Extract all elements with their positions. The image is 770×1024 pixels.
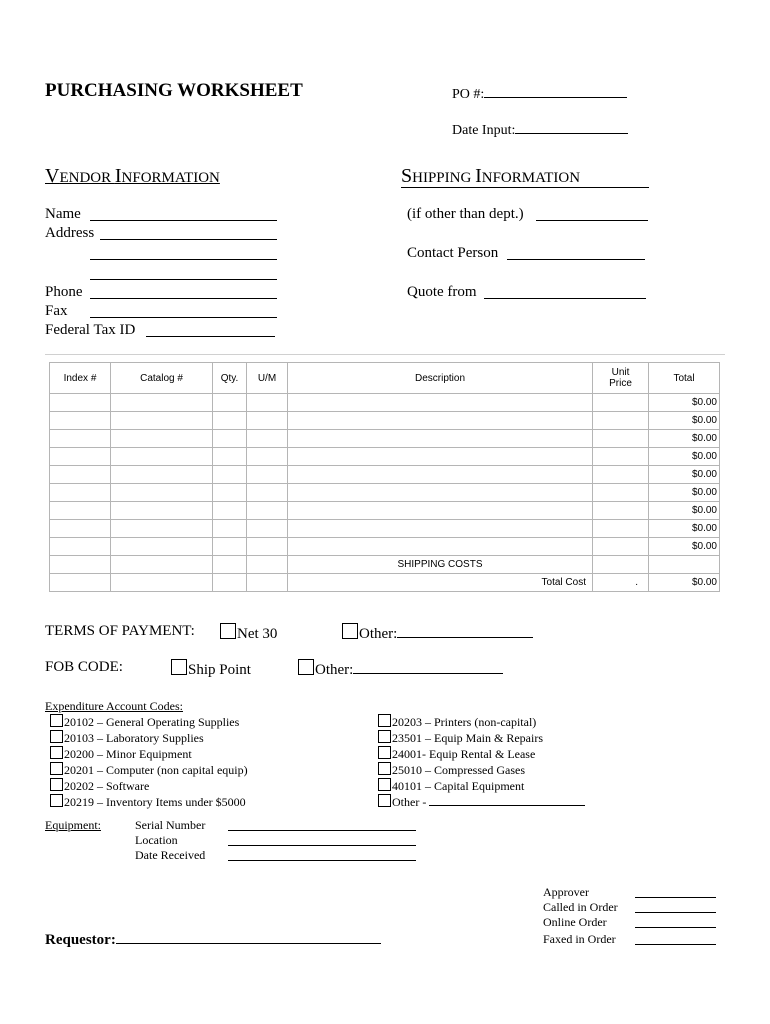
fob-code-label: FOB CODE:: [45, 659, 123, 675]
contact-person-line[interactable]: [507, 245, 645, 260]
shipping-costs-label: SHIPPING COSTS: [288, 556, 593, 574]
total-cost-label: Total Cost: [288, 574, 593, 592]
checkbox-icon: [378, 778, 391, 791]
serial-number-label: Serial Number: [135, 818, 206, 832]
page-title: PURCHASING WORKSHEET: [45, 80, 303, 101]
vendor-fax-line[interactable]: [90, 303, 277, 318]
row-total: $0.00: [649, 484, 720, 502]
location-label: Location: [135, 833, 178, 847]
row-total: $0.00: [649, 448, 720, 466]
table-row: [50, 394, 720, 412]
table-row: [50, 466, 720, 484]
quote-from-label: Quote from: [407, 284, 477, 300]
total-cost-value: $0.00: [649, 574, 720, 592]
other-dept-field[interactable]: [407, 206, 524, 223]
row-total: $0.00: [649, 430, 720, 448]
expenditure-right-list: [378, 714, 585, 810]
checkbox-icon: [298, 659, 314, 675]
checkbox-icon: [50, 762, 63, 775]
expenditure-option[interactable]: 20203 – Printers (non-capital): [378, 714, 585, 730]
online-order-line[interactable]: [635, 927, 716, 928]
vendor-address-line-3[interactable]: [90, 265, 277, 280]
shipping-heading: SHIPPING INFORMATION: [401, 165, 649, 188]
serial-number-line[interactable]: [228, 830, 416, 831]
expenditure-option[interactable]: 20201 – Computer (non capital equip): [50, 762, 248, 778]
items-table: [49, 362, 720, 592]
total-cost-row: [50, 574, 720, 592]
expenditure-option[interactable]: 20103 – Laboratory Supplies: [50, 730, 248, 746]
row-total: $0.00: [649, 538, 720, 556]
expenditure-option[interactable]: 24001- Equip Rental & Lease: [378, 746, 585, 762]
fob-other-checkbox[interactable]: Other:: [298, 659, 503, 679]
header-description: Description: [288, 363, 593, 394]
po-label: PO #:: [452, 87, 485, 102]
header-um: U/M: [247, 363, 288, 394]
header-qty: Qty.: [213, 363, 247, 394]
table-row: [50, 448, 720, 466]
table-row: [50, 538, 720, 556]
expenditure-option[interactable]: 23501 – Equip Main & Repairs: [378, 730, 585, 746]
vendor-address-label: Address: [45, 225, 95, 241]
checkbox-icon: [50, 778, 63, 791]
po-field[interactable]: [452, 83, 627, 103]
checkbox-icon: [378, 714, 391, 727]
checkbox-icon: [50, 746, 63, 759]
vendor-tax-id-line[interactable]: [146, 322, 275, 337]
approver-label: Approver: [543, 885, 589, 899]
expenditure-option[interactable]: 25010 – Compressed Gases: [378, 762, 585, 778]
faxed-in-order-label: Faxed in Order: [543, 932, 616, 946]
expenditure-left-list: [50, 714, 248, 810]
header-index: Index #: [50, 363, 111, 394]
table-row: [50, 412, 720, 430]
expenditure-option[interactable]: 20102 – General Operating Supplies: [50, 714, 248, 730]
online-order-label: Online Order: [543, 915, 607, 929]
equipment-label: Equipment:: [45, 818, 101, 832]
approval-labels: [543, 885, 618, 930]
net30-checkbox[interactable]: Net 30: [220, 623, 277, 643]
checkbox-icon: [378, 746, 391, 759]
contact-person-label: Contact Person: [407, 245, 499, 261]
row-total: $0.00: [649, 466, 720, 484]
table-row: [50, 502, 720, 520]
table-top-rule: [45, 354, 725, 355]
faxed-in-order-line[interactable]: [635, 944, 716, 945]
table-row: [50, 430, 720, 448]
checkbox-icon: [50, 794, 63, 807]
checkbox-icon: [378, 730, 391, 743]
expenditure-heading: Expenditure Account Codes:: [45, 699, 183, 713]
header-unit-price: Unit Price: [593, 363, 649, 394]
other-dept-label: (if other than dept.): [407, 206, 524, 222]
vendor-address-field[interactable]: [45, 225, 94, 242]
row-total: $0.00: [649, 520, 720, 538]
checkbox-icon: [378, 762, 391, 775]
date-received-label: Date Received: [135, 848, 206, 862]
vendor-address-line-2[interactable]: [90, 245, 277, 260]
requestor-label: Requestor:: [45, 932, 116, 948]
checkbox-icon: [342, 623, 358, 639]
expenditure-option-other[interactable]: Other -: [378, 794, 585, 810]
vendor-phone-label: Phone: [45, 284, 83, 300]
row-total: $0.00: [649, 394, 720, 412]
table-row: [50, 520, 720, 538]
vendor-heading: VENDOR INFORMATION: [45, 165, 220, 187]
expenditure-option[interactable]: 20219 – Inventory Items under $5000: [50, 794, 248, 810]
checkbox-icon: [220, 623, 236, 639]
location-line[interactable]: [228, 845, 416, 846]
quote-from-line[interactable]: [484, 284, 646, 299]
checkbox-icon: [50, 730, 63, 743]
vendor-address-line-1[interactable]: [100, 225, 277, 240]
contact-person-field[interactable]: [407, 245, 498, 262]
expenditure-option[interactable]: 20202 – Software: [50, 778, 248, 794]
other-dept-line[interactable]: [536, 206, 648, 221]
date-input-field[interactable]: [452, 119, 628, 139]
row-total: $0.00: [649, 412, 720, 430]
vendor-fax-field[interactable]: [45, 303, 68, 320]
checkbox-icon: [50, 714, 63, 727]
vendor-tax-id-label: Federal Tax ID: [45, 322, 136, 338]
vendor-tax-id-field[interactable]: [45, 322, 135, 339]
vendor-name-field[interactable]: [45, 206, 81, 223]
expenditure-option[interactable]: 40101 – Capital Equipment: [378, 778, 585, 794]
vendor-fax-label: Fax: [45, 303, 68, 319]
total-cost-dot: .: [593, 574, 649, 592]
called-in-order-line[interactable]: [635, 912, 716, 913]
date-input-label: Date Input:: [452, 123, 516, 138]
table-header-row: [50, 363, 720, 394]
requestor-field[interactable]: [45, 930, 381, 949]
approver-line[interactable]: [635, 897, 716, 898]
header-total: Total: [649, 363, 720, 394]
vendor-phone-line[interactable]: [90, 284, 277, 299]
row-total: $0.00: [649, 502, 720, 520]
table-row: [50, 484, 720, 502]
terms-of-payment-label: TERMS OF PAYMENT:: [45, 623, 195, 639]
header-catalog: Catalog #: [111, 363, 213, 394]
vendor-name-label: Name: [45, 206, 81, 222]
called-in-order-label: Called in Order: [543, 900, 618, 914]
vendor-phone-field[interactable]: [45, 284, 83, 301]
terms-other-checkbox[interactable]: Other:: [342, 623, 533, 643]
quote-from-field[interactable]: [407, 284, 477, 301]
ship-point-checkbox[interactable]: Ship Point: [171, 659, 251, 679]
checkbox-icon: [378, 794, 391, 807]
shipping-costs-row: [50, 556, 720, 574]
checkbox-icon: [171, 659, 187, 675]
expenditure-option[interactable]: 20200 – Minor Equipment: [50, 746, 248, 762]
vendor-name-line[interactable]: [90, 206, 277, 221]
date-received-line[interactable]: [228, 860, 416, 861]
